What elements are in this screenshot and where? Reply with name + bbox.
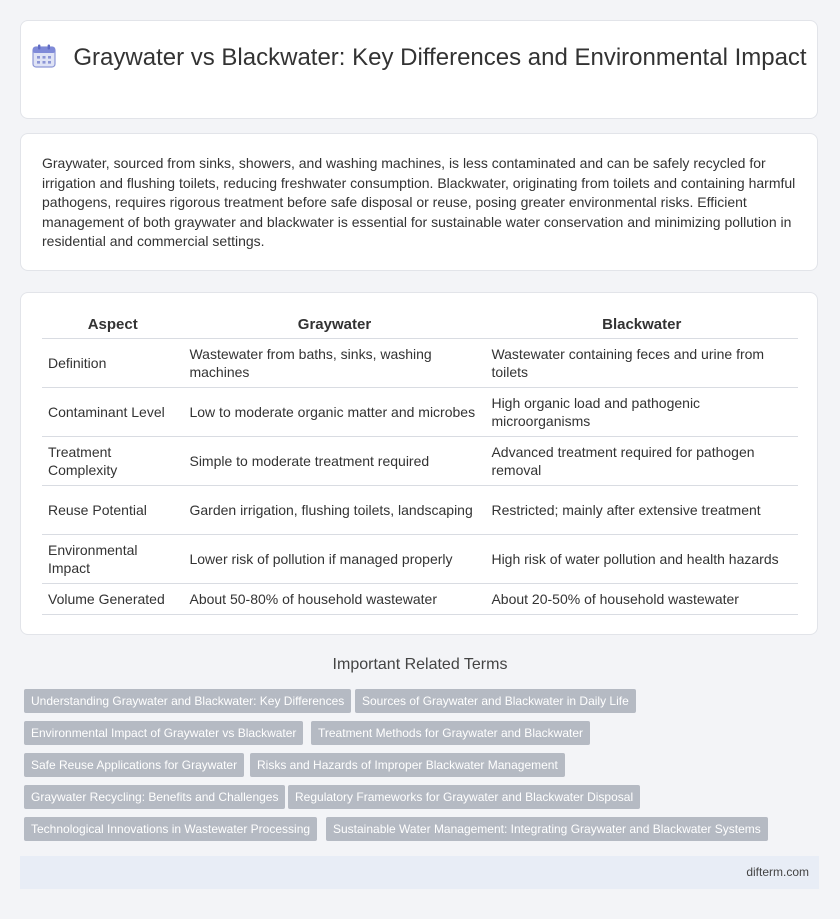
row-blackwater: Restricted; mainly after extensive treatment (485, 486, 798, 535)
row-aspect: Environmental Impact (42, 535, 183, 584)
table-row (42, 437, 798, 486)
table-row (42, 339, 798, 388)
header-graywater: Graywater (183, 311, 485, 339)
row-graywater: Garden irrigation, flushing toilets, landscaping (183, 486, 485, 535)
table-row (42, 388, 798, 437)
row-aspect: Treatment Complexity (42, 437, 183, 486)
summary-card (20, 133, 818, 271)
row-graywater: Lower risk of pollution if managed properly (183, 535, 485, 584)
related-tag[interactable]: Graywater Recycling: Benefits and Challenges (24, 785, 285, 809)
table-header-row (42, 311, 798, 339)
table-row (42, 486, 798, 535)
row-graywater: Simple to moderate treatment required (183, 437, 485, 486)
row-graywater: Low to moderate organic matter and microbes (183, 388, 485, 437)
row-aspect: Contaminant Level (42, 388, 183, 437)
row-graywater: About 50-80% of household wastewater (183, 584, 485, 615)
footer-site-link[interactable]: difterm.com (746, 865, 809, 879)
row-aspect: Volume Generated (42, 584, 183, 615)
page-title-text: Graywater vs Blackwater: Key Differences and Environmental Impact (73, 44, 807, 71)
related-tag[interactable]: Sustainable Water Management: Integrating Graywater and Blackwater Systems (326, 817, 768, 841)
header-aspect: Aspect (42, 311, 183, 339)
row-aspect: Definition (42, 339, 183, 388)
title-card (20, 20, 818, 119)
page-title (21, 43, 817, 73)
comparison-table (42, 311, 798, 615)
comparison-card (20, 292, 818, 635)
row-blackwater: Wastewater containing feces and urine from toilets (485, 339, 798, 388)
related-tag[interactable]: Regulatory Frameworks for Graywater and Blackwater Disposal (288, 785, 640, 809)
related-tag[interactable]: Understanding Graywater and Blackwater: Key Differences (24, 689, 351, 713)
related-terms-title: Important Related Terms (332, 656, 508, 673)
related-tag[interactable]: Treatment Methods for Graywater and Blackwater (311, 721, 590, 745)
row-blackwater: High risk of water pollution and health hazards (485, 535, 798, 584)
row-blackwater: High organic load and pathogenic microorganisms (485, 388, 798, 437)
row-graywater: Wastewater from baths, sinks, washing machines (183, 339, 485, 388)
related-tag[interactable]: Risks and Hazards of Improper Blackwater Management (250, 753, 565, 777)
related-tag[interactable]: Technological Innovations in Wastewater Processing (24, 817, 317, 841)
related-tag[interactable]: Safe Reuse Applications for Graywater (24, 753, 244, 777)
table-row (42, 535, 798, 584)
row-blackwater: About 20-50% of household wastewater (485, 584, 798, 615)
related-tag[interactable]: Environmental Impact of Graywater vs Blackwater (24, 721, 303, 745)
row-aspect: Reuse Potential (42, 486, 183, 535)
header-blackwater: Blackwater (485, 311, 798, 339)
summary-text: Graywater, sourced from sinks, showers, and washing machines, is less contaminated and can be safely recycled for irrigation and flushing toilets, reducing freshwater consumption. Blackwater, originating from toilets and containing harmful pathogens, requires rigorous treatment before safe disposal or reuse, posing greater environmental risks. Efficient management of both graywater and blackwater is essential for sustainable water conservation and minimizing pollution in residential and commercial settings. (42, 155, 796, 249)
table-row (42, 584, 798, 615)
calendar-icon (31, 43, 57, 69)
footer (20, 856, 819, 889)
related-tag[interactable]: Sources of Graywater and Blackwater in Daily Life (355, 689, 636, 713)
row-blackwater: Advanced treatment required for pathogen removal (485, 437, 798, 486)
